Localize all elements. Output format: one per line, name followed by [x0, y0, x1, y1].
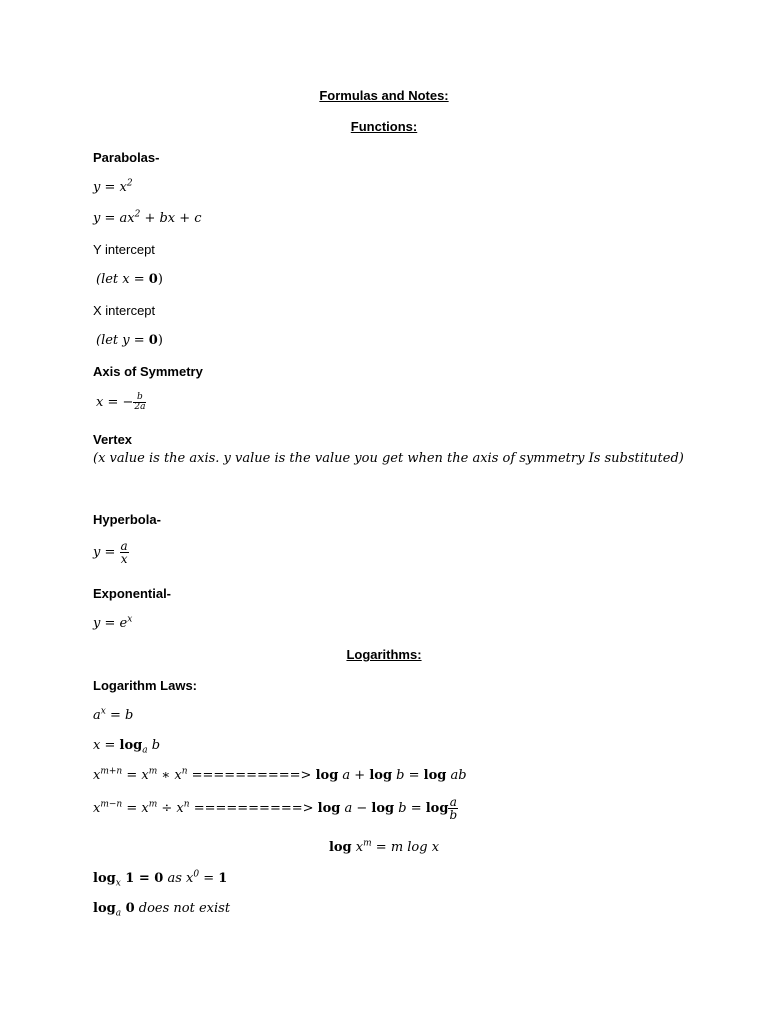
eq-text: y = e: [93, 616, 128, 631]
eq-text: ∗ x: [157, 768, 182, 783]
log-operator: log: [93, 901, 116, 916]
exponential-label: Exponential-: [93, 586, 172, 601]
eq-text: as x: [163, 871, 194, 886]
eq-arrow: ==========>: [189, 801, 318, 816]
log-operator: log: [317, 801, 341, 816]
eq-paren: ): [157, 333, 163, 348]
log-operator: log: [425, 801, 449, 816]
numerator: b: [133, 393, 146, 403]
eq-text: = m log x: [371, 840, 440, 855]
log-law-3: [93, 768, 467, 783]
denominator: b: [449, 808, 458, 822]
eq-exponent: m: [363, 838, 372, 849]
log-law-4: [93, 796, 458, 821]
eq-text: ÷ x: [157, 801, 184, 816]
logarithms-heading: Logarithms:: [346, 647, 422, 662]
log-operator: log: [369, 768, 393, 783]
fraction: [133, 393, 146, 412]
eq-text: y = x: [93, 180, 127, 195]
eq-exponent: n: [183, 799, 190, 810]
eq-exponent: x: [100, 706, 106, 717]
eq-text: x = −: [96, 395, 134, 410]
log-operator: log: [93, 871, 116, 886]
axis-of-symmetry-equation: [96, 393, 146, 412]
eq-text: (let y =: [96, 333, 149, 348]
axis-of-symmetry-label: Axis of Symmetry: [93, 364, 203, 379]
equation-quadratic: [93, 211, 202, 226]
log-operator: log: [371, 801, 395, 816]
eq-text: = b: [105, 708, 134, 723]
numerator: a: [120, 539, 128, 553]
eq-text: x: [351, 840, 364, 855]
eq-exponent: 2: [134, 209, 141, 220]
eq-exponent: m: [148, 766, 158, 777]
parabolas-label: Parabolas-: [93, 150, 160, 165]
page-title: Formulas and Notes:: [319, 88, 449, 103]
eq-text: b: [147, 738, 161, 753]
eq-text: does not exist: [134, 901, 231, 916]
eq-one: 1: [218, 871, 228, 886]
eq-exponent: n: [181, 766, 188, 777]
log-operator: log: [423, 768, 447, 783]
fraction: [448, 796, 458, 821]
eq-text: 1 =: [120, 871, 155, 886]
eq-text: y =: [93, 545, 120, 560]
log-law-7: [93, 901, 231, 919]
eq-exponent: m: [148, 799, 158, 810]
eq-text: + bx + c: [140, 211, 202, 226]
eq-exponent: 2: [126, 178, 133, 189]
equation-y-x-squared: [93, 180, 133, 195]
logarithm-laws-label: Logarithm Laws:: [93, 678, 198, 693]
eq-text: a −: [340, 801, 372, 816]
eq-text: x =: [93, 738, 120, 753]
hyperbola-equation: [93, 540, 129, 565]
eq-text: b =: [392, 768, 424, 783]
let-y-equation: [96, 333, 163, 348]
x-intercept-label: X intercept: [93, 303, 156, 318]
eq-zero: 0: [121, 901, 135, 916]
log-base: x: [115, 878, 121, 889]
log-operator: log: [315, 768, 339, 783]
exponential-equation: [93, 616, 132, 631]
eq-paren: ): [157, 272, 163, 287]
eq-text: a: [93, 708, 101, 723]
eq-text: y = ax: [93, 211, 135, 226]
log-law-2: [93, 738, 161, 756]
log-law-1: [93, 708, 133, 723]
eq-exponent: 0: [193, 869, 200, 880]
log-law-6: [93, 869, 228, 889]
eq-text: ab: [446, 768, 467, 783]
functions-heading: Functions:: [350, 119, 418, 134]
eq-zero: 0: [154, 871, 164, 886]
vertex-note: (x value is the axis. y value is the value you get when the axis of symmetry Is substituted): [93, 451, 684, 466]
eq-exponent: x: [127, 614, 133, 625]
hyperbola-label: Hyperbola-: [93, 512, 161, 527]
log-operator: log: [119, 738, 143, 753]
eq-arrow: ==========>: [187, 768, 316, 783]
eq-zero: 0: [148, 272, 158, 287]
vertex-label: Vertex: [93, 432, 133, 447]
numerator: a: [449, 795, 457, 809]
eq-text: = x: [122, 801, 149, 816]
let-x-equation: [96, 272, 163, 287]
eq-text: x: [93, 801, 101, 816]
eq-text: a +: [338, 768, 370, 783]
eq-text: (let x =: [96, 272, 149, 287]
log-base: a: [142, 745, 148, 756]
denominator: 2a: [134, 402, 146, 412]
eq-text: x: [93, 768, 101, 783]
y-intercept-label: Y intercept: [93, 242, 155, 257]
eq-text: = x: [122, 768, 149, 783]
log-operator: log: [328, 840, 352, 855]
log-law-5: [0, 840, 768, 855]
eq-exponent: m+n: [100, 766, 123, 777]
eq-text: b =: [394, 801, 426, 816]
denominator: x: [120, 552, 128, 566]
eq-exponent: m−n: [100, 799, 123, 810]
fraction: [120, 540, 129, 565]
log-base: a: [115, 908, 122, 919]
eq-text: =: [199, 871, 219, 886]
eq-zero: 0: [148, 333, 158, 348]
